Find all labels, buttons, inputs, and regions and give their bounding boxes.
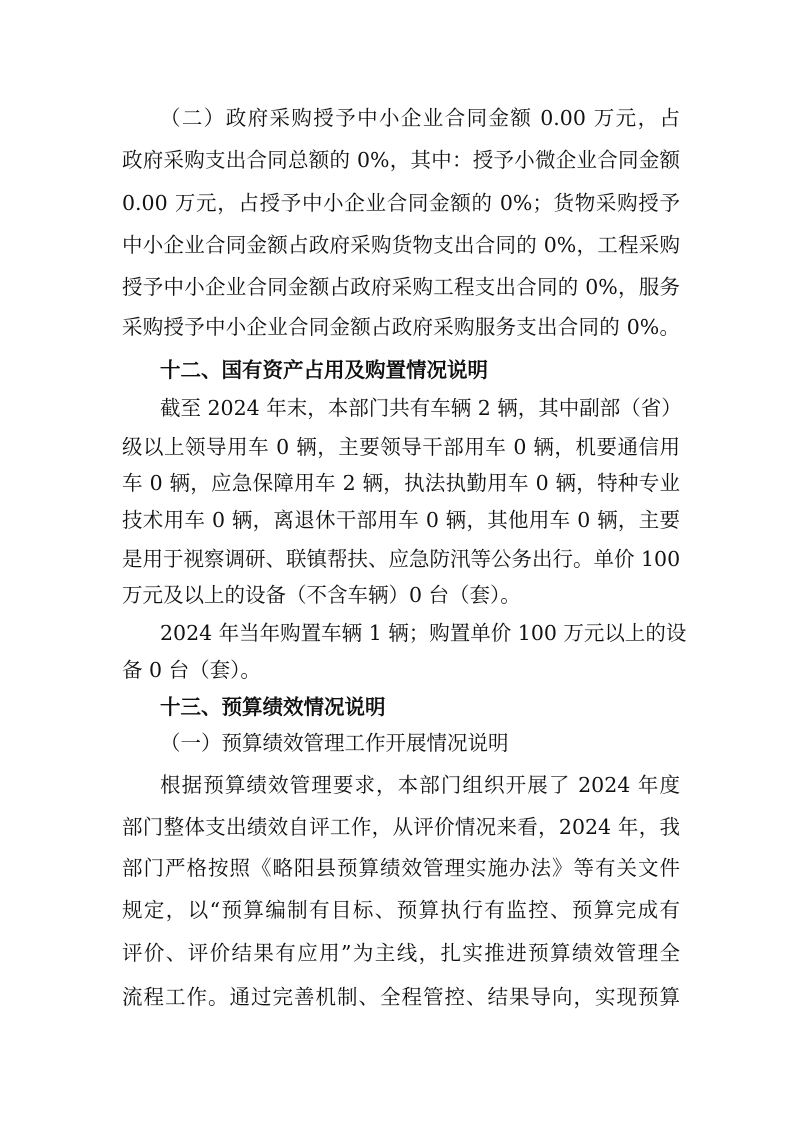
section-13-subheading: （一）预算绩效管理工作开展情况说明 (160, 731, 509, 755)
text-line: 备 0 台（套）。 (122, 658, 261, 682)
text-line: 中小企业合同金额占政府采购货物支出合同的 0%，工程采购 (122, 233, 680, 257)
text-line: 根据预算绩效管理要求，本部门组织开展了 2024 年度 (160, 773, 680, 797)
text-line: 规定，以“预算编制有目标、预算执行有监控、预算完成有 (122, 898, 680, 922)
text-line: （二）政府采购授予中小企业合同金额 0.00 万元，占 (160, 106, 680, 130)
text-line: 采购授予中小企业合同金额占政府采购服务支出合同的 0%。 (122, 315, 680, 339)
text-line: 0.00 万元，占授予中小企业合同金额的 0%；货物采购授予 (122, 191, 680, 215)
text-line: 截至 2024 年末，本部门共有车辆 2 辆，其中副部（省） (160, 396, 682, 420)
text-line: 授予中小企业合同金额占政府采购工程支出合同的 0%，服务 (122, 275, 680, 299)
text-line: 技术用车 0 辆，离退休干部用车 0 辆，其他用车 0 辆，主要 (122, 508, 680, 532)
text-line: 部门整体支出绩效自评工作，从评价情况来看，2024 年，我 (122, 815, 680, 839)
section-13-heading: 十三、预算绩效情况说明 (160, 695, 386, 719)
text-line: 流程工作。通过完善机制、全程管控、结果导向，实现预算 (122, 985, 680, 1009)
text-line: 部门严格按照《略阳县预算绩效管理实施办法》等有关文件 (122, 856, 680, 880)
text-line: 车 0 辆，应急保障用车 2 辆，执法执勤用车 0 辆，特种专业 (122, 471, 680, 495)
text-line: 2024 年当年购置车辆 1 辆；购置单价 100 万元以上的设 (160, 621, 687, 645)
text-line: 政府采购支出合同总额的 0%，其中：授予小微企业合同金额 (122, 148, 680, 172)
text-line: 是用于视察调研、联镇帮扶、应急防汛等公务出行。单价 100 (122, 547, 681, 571)
text-line: 级以上领导用车 0 辆，主要领导干部用车 0 辆，机要通信用 (122, 435, 680, 459)
section-12-heading: 十二、国有资产占用及购置情况说明 (160, 358, 488, 382)
text-line: 万元及以上的设备（不含车辆）0 台（套）。 (122, 583, 521, 607)
text-line: 评价、评价结果有应用”为主线，扎实推进预算绩效管理全 (122, 941, 680, 965)
